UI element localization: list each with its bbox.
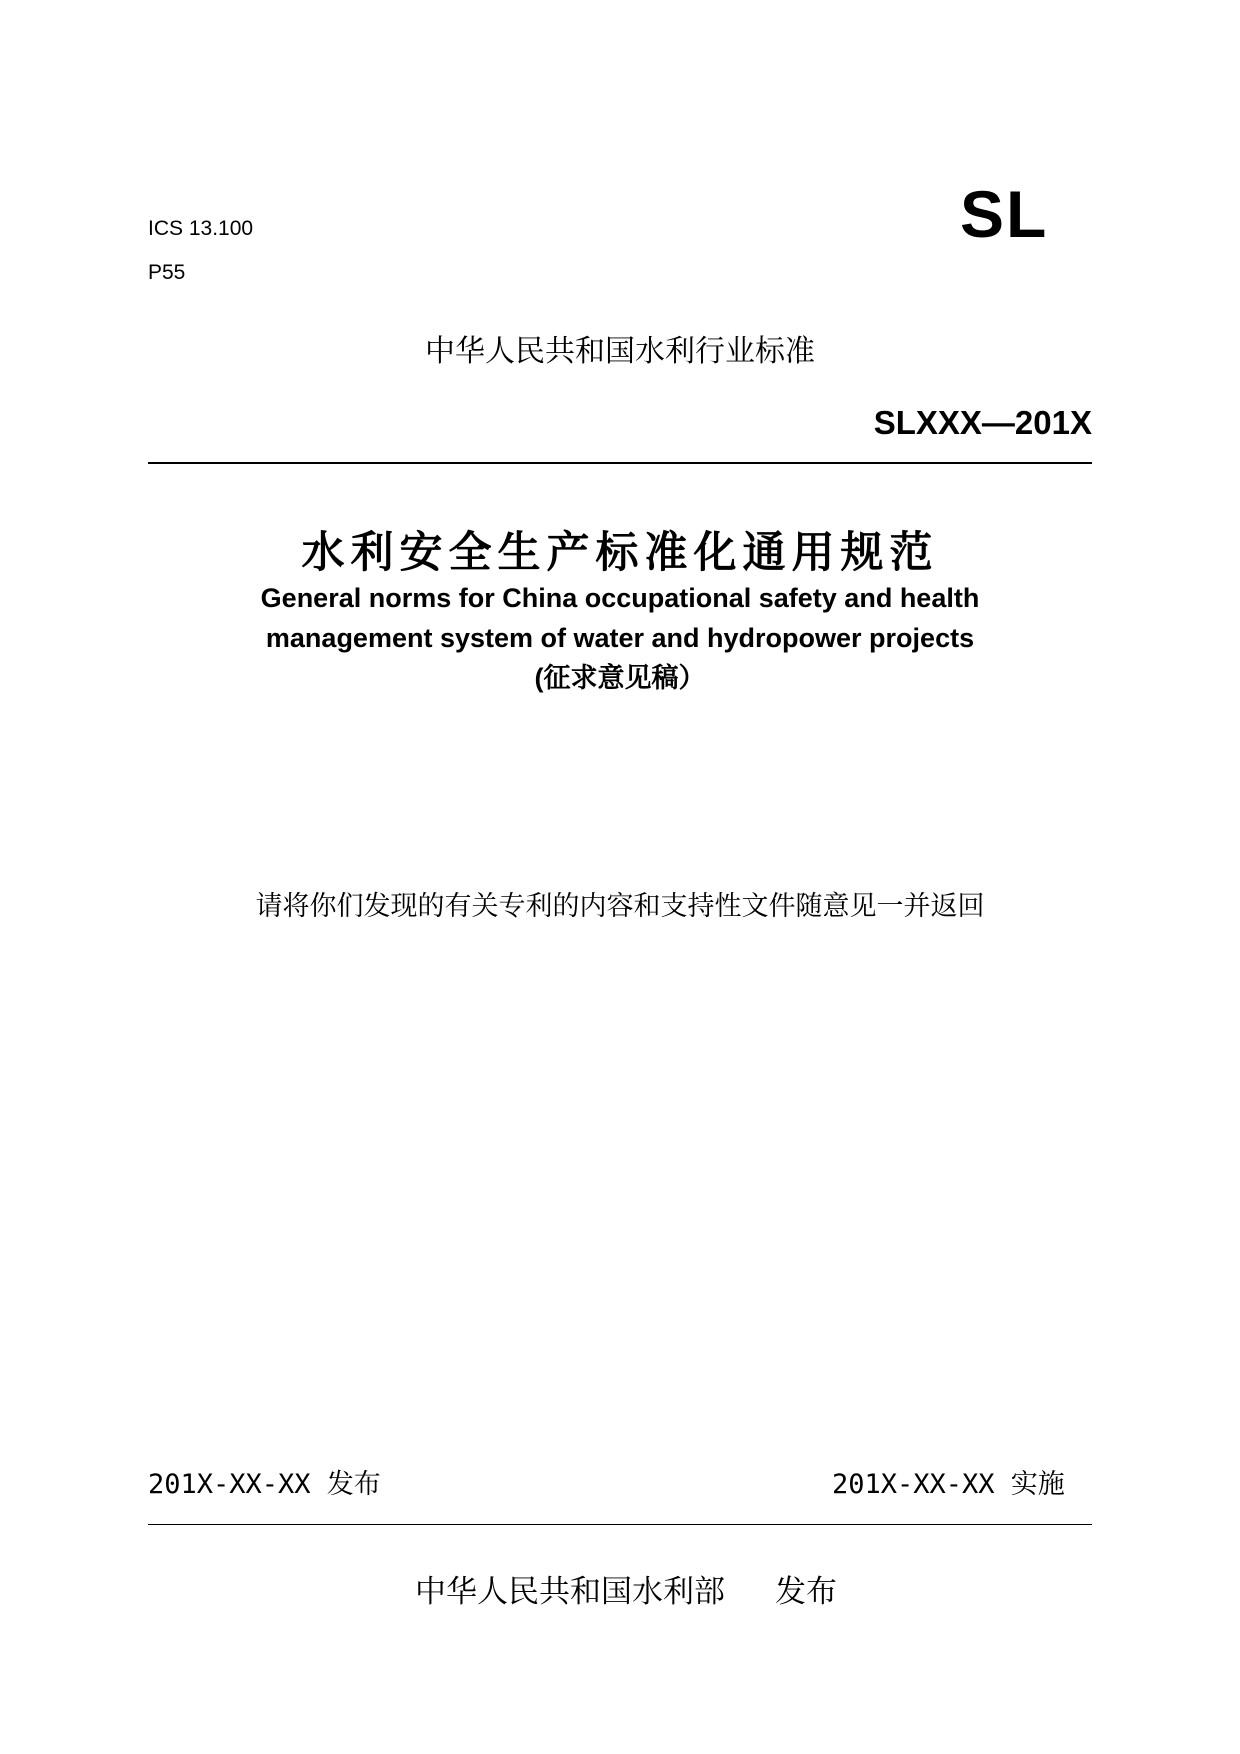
sl-mark: SL [960,177,1049,251]
standard-number: SLXXX—201X [873,404,1092,441]
implement-date: 201X-XX-XX 实施 [832,1469,1065,1500]
ics-code: ICS 13.100 [148,217,254,240]
patent-notice: 请将你们发现的有关专利的内容和支持性文件随意见一并返回 [255,891,985,921]
title-english-line-1: General norms for China occupational safety and health [260,583,980,613]
title-chinese: 水利安全生产标准化通用规范 [301,529,939,577]
title-english-line-2: management system of water and hydropower projects [265,623,975,653]
issue-date: 201X-XX-XX 发布 [148,1469,381,1500]
publisher-line [415,1570,837,1614]
top-divider [148,462,1092,464]
industry-standard-line: 中华人民共和国水利行业标准 [425,335,815,368]
bottom-divider [148,1524,1092,1525]
publisher-action: 发布 [775,1574,837,1609]
title-english [0,578,1240,658]
ccs-code: P55 [148,261,186,284]
publisher-name: 中华人民共和国水利部 [415,1574,725,1609]
draft-label: (征求意见稿） [534,663,706,693]
